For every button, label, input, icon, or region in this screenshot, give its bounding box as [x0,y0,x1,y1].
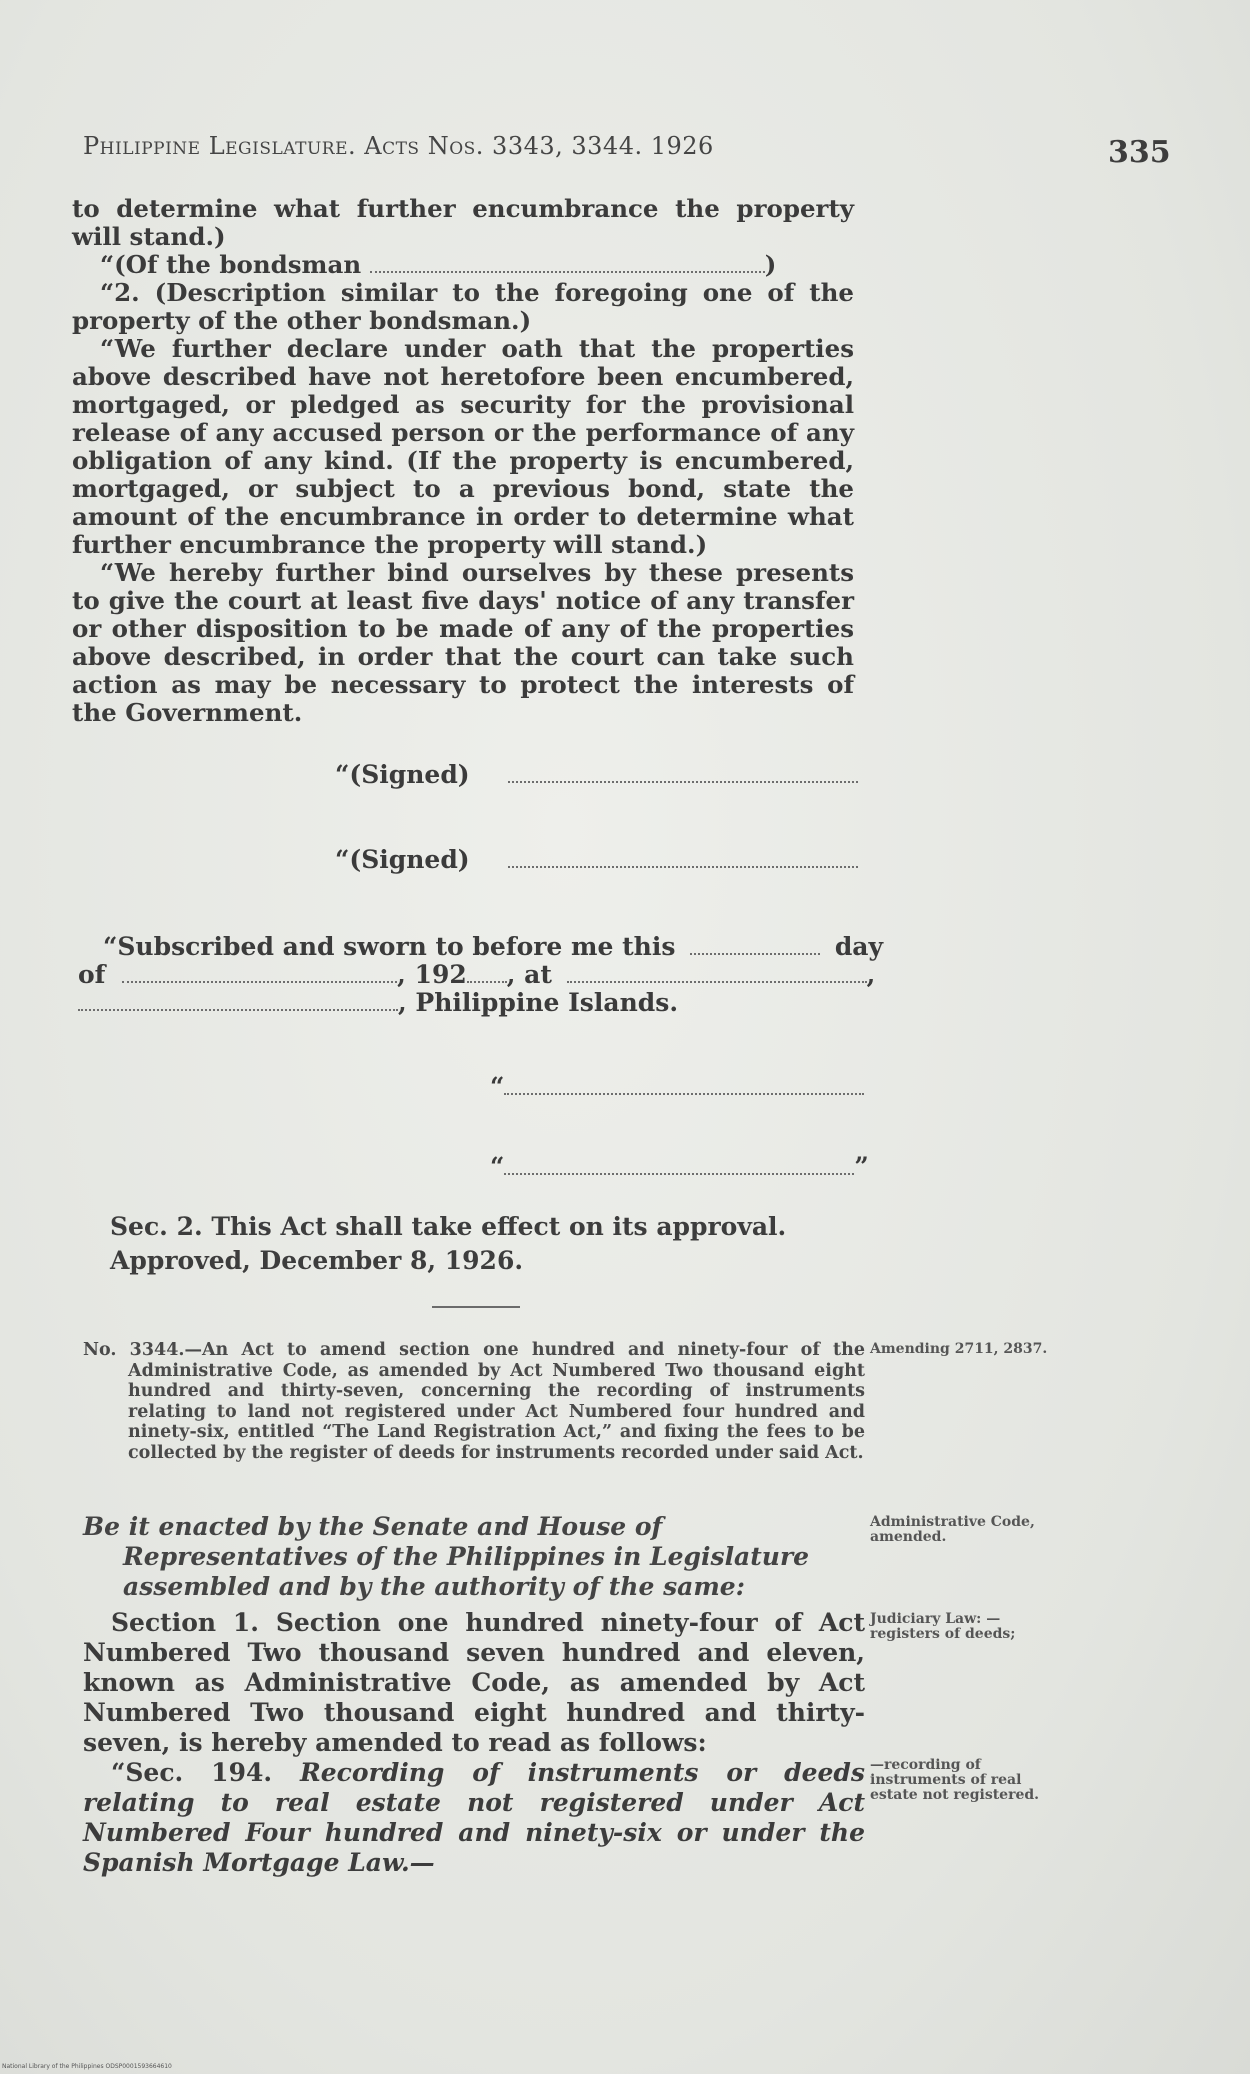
signature-line-2 [335,845,858,874]
paragraph-description: “2. (Description similar to the foregoing one of the property of the other bondsman.) [72,278,854,335]
enacting-clause [83,1512,863,1602]
quote-mark: “ [490,1152,505,1181]
act-summary-text: No. 3344.—An Act to amend section one hundred and ninety-four of the Administrative Code, as amended by Act Numbered Two thousand eight hundred and thirty-seven, concerning the recording of instruments relating to land not registered under Act Numbered four hundred and ninety-six, entitled “The Land Registration Act,” and fixing the fees to be collected by the register of deeds for instruments recorded under said Act. [83,1340,865,1463]
notary-line-1 [490,1072,864,1101]
signature-line-1 [335,760,858,789]
margin-note-amending: Amending 2711, 2837. [870,1341,1048,1357]
jurat-line-3 [78,988,678,1017]
blank-line [504,1157,854,1175]
jurat-text: “Subscribed and sworn to before me this [103,932,676,961]
section-1-text: Section 1. Section one hundred ninety-four of Act Numbered Two thousand seven hundred and eleven, known as Administrative Code, as amended by Act Numbered Two thousand eight hundred and thirty-seven, is hereby amended to read as follows: [83,1608,865,1757]
paragraph-continuation: to determine what further encumbrance the property will stand.) [72,194,854,251]
act-3344-section-1 [83,1608,865,1878]
blank-line [122,965,397,983]
bondsman-label: “(Of the bondsman [100,250,362,279]
blank-line [508,850,858,868]
quote-mark: “ [490,1072,505,1101]
quote-mark: ” [854,1152,869,1181]
blank-line [690,937,820,955]
page-number: 335 [1108,135,1171,170]
jurat-text: , Philippine Islands. [398,988,679,1017]
running-head: Philippine Legislature. Acts Nos. 3343, 3344. 1926 [83,132,714,160]
jurat-text: of [78,960,106,989]
jurat-text: , [866,960,876,989]
paragraph-notice: “We hereby further bind ourselves by these presents to give the court at least five days' notice of any transfer or other disposition to be made of any of the properties above described, in order that the court can take such action as may be necessary to protect the interests of the Government. [72,558,854,727]
approval-date: Approved, December 8, 1926. [110,1246,524,1275]
blank-line [567,965,867,983]
jurat-text: , 192 [397,960,467,989]
section-2-text: Sec. 2. This Act shall take effect on its approval. [110,1212,787,1241]
blank-line [508,765,858,783]
blank-line [467,965,507,983]
section-2 [110,1210,786,1278]
section-divider [432,1306,520,1308]
bond-form-body [72,195,854,727]
blank-line [370,255,765,273]
margin-note-admin-code: Administrative Code, amended. [870,1514,1035,1545]
jurat-line-2 [78,960,875,989]
sec-194-label: “Sec. 194. [111,1758,273,1787]
bondsman-close: ) [764,250,777,279]
jurat-text: , at [506,960,552,989]
margin-note-judiciary: Judiciary Law: —registers of deeds; [870,1611,1016,1642]
sec-194-paragraph [83,1758,865,1878]
blank-line [78,993,398,1011]
notary-line-2 [490,1152,869,1181]
enacting-clause-text: Be it enacted by the Senate and House of Representatives of the Philippines in Legislature assembled and by the authority of the same: [83,1512,810,1601]
signed-label: “(Signed) [335,845,470,874]
blank-line [504,1077,864,1095]
jurat-text: day [834,932,884,961]
scan-credit: National Library of the Philippines ODSP0001593664610 [2,2063,172,2070]
sec-194-title: Recording of instruments or deeds relating to real estate not registered under Act Numbered Four hundred and ninety-six or under the Spanish Mortgage Law.— [83,1758,865,1877]
paragraph-declaration: “We further declare under oath that the properties above described have not heretofore been encumbered, mortgaged, or pledged as security for the provisional release of any accused person or the performance of any obligation of any kind. (If the property is encumbered, mortgaged, or subject to a previous bond, state the amount of the encumbrance in order to determine what further encumbrance the property will stand.) [72,334,854,559]
jurat-line-1 [103,932,883,961]
bondsman-line [72,251,854,279]
signed-label: “(Signed) [335,760,470,789]
act-3344-title [83,1340,865,1463]
margin-note-recording: —recording of instruments of real estate not registered. [870,1757,1040,1803]
